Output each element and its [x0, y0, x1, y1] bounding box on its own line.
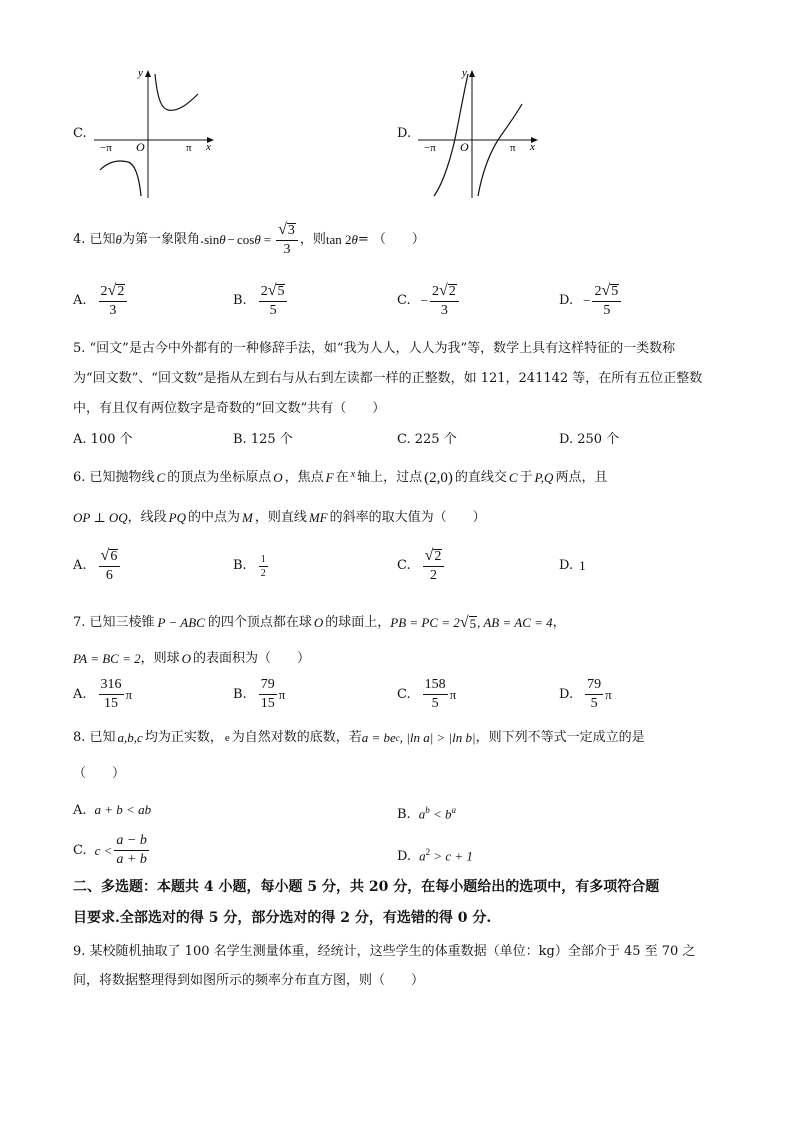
q4-option-d: D. − 2 √ 5 5	[559, 283, 623, 319]
q8-blank: （ ）	[73, 766, 126, 781]
q5-option-c: C. 225 个	[397, 432, 457, 447]
graph-d-x-label: x	[530, 141, 535, 153]
section-2-line-2: 目要求.全部选对的得 5 分，部分选对的得 2 分，有选错的得 0 分.	[73, 910, 492, 926]
q5-options	[73, 431, 619, 449]
graph-d-neg-pi: −π	[424, 142, 436, 154]
q7-option-c: C. $\frac{158}{5}$ π	[397, 677, 457, 711]
q8-option-a: A. a + b < ab	[73, 802, 152, 818]
q4-sin: sin	[204, 232, 220, 247]
graph-c-neg-pi: −π	[100, 142, 112, 154]
q8-option-c: C. c < $\frac{a - b}{a + b}$	[73, 833, 147, 867]
q4-lead: 4. 已知	[73, 232, 116, 247]
graph-d-curve-left	[434, 74, 468, 196]
q7-option-a: A. $\frac{316}{15}$ π	[73, 677, 133, 711]
q4-frac: √ 3 3	[276, 222, 298, 258]
option-c-label: C.	[73, 126, 87, 141]
graph-d-y-arrow	[469, 70, 475, 77]
q6-option-a: A. √ 6 6	[73, 548, 233, 584]
q5-line-1: 5. “回文”是古今中外都有的一种修辞手法，如“我为人人，人人为我”等，数学上具有这样特征的一类数称	[73, 341, 676, 356]
q5-option-a: A. 100 个	[73, 432, 133, 447]
q4-stem: 4. 已知 θ 为第一象限角. sin θ − cos θ = √ 3 3 ，则 tan 2 θ = （ ）	[73, 221, 425, 257]
q7-option-d: D. $\frac{79}{5}$ π	[559, 677, 612, 711]
q7-line-1: 7. 已知三棱锥 P − ABC 的四个顶点都在球 O 的球面上， PB = PC = 2 √ 5 , AB = AC = 4 ，	[73, 614, 566, 631]
q6-option-b: B. $\frac{1}{2}$	[233, 553, 266, 579]
q9-line-2: 间，将数据整理得到如图所示的频率分布直方图，则（ ）	[73, 973, 425, 988]
graph-c-y-label: y	[138, 67, 143, 79]
q8-option-b: B. $a^b < b^a$	[397, 805, 456, 823]
graph-c-y-arrow	[145, 70, 151, 77]
q5-option-d: D. 250 个	[559, 432, 620, 447]
q5-line-2: 为“回文数”、“回文数”是指从左到右与从右到左读都一样的正整数，如 121，241142 等，在所有五位正整数	[73, 371, 703, 386]
q8-option-d: D. $a^2 > c + 1$	[397, 847, 473, 865]
graph-d-y-label: y	[462, 67, 467, 79]
section-2-line-1: 二、多选题：本题共 4 小题，每小题 5 分，共 20 分，在每小题给出的选项中，有多项符合题	[73, 879, 660, 895]
graph-c	[90, 64, 220, 204]
q5-option-b: B. 125 个	[233, 432, 293, 447]
q4-option-a: A. 2 √ 2 3	[73, 283, 233, 319]
graph-c-curve-left	[100, 161, 141, 196]
q4-tan: tan 2	[325, 232, 352, 247]
graph-d-pi: π	[510, 142, 516, 154]
graph-c-origin: O	[136, 140, 145, 154]
q7-options	[73, 677, 612, 712]
graph-d-origin: O	[460, 140, 469, 154]
q4-option-c: C. − 2 √ 2 3	[397, 283, 559, 319]
graph-c-x-label: x	[206, 141, 211, 153]
q6-line-2: OP ⊥ OQ ，线段 PQ 的中点为 M ，则直线 MF 的斜率的取大值为（ ）	[73, 510, 486, 525]
q4-options	[73, 283, 753, 319]
q7-option-b: B. $\frac{79}{15}$ π	[233, 677, 286, 711]
q6-options	[73, 548, 586, 584]
q4-cos: cos	[236, 232, 255, 247]
q6-option-d: D. 1	[559, 558, 586, 573]
graph-c-curve-right	[155, 74, 198, 110]
q4-theta: θ	[115, 232, 122, 247]
graph-c-pi: π	[186, 142, 192, 154]
q7-line-2: PA = BC = 2 ，则球 O 的表面积为（ ）	[73, 651, 311, 666]
q5-line-3: 中，有且仅有两位数字是奇数的“回文数”共有（ ）	[73, 401, 386, 416]
graph-d	[414, 64, 544, 204]
q8-line-1: 8. 已知 a,b,c 均为正实数， e 为自然对数的底数，若 a = be c , |ln a| > |ln b| ，则下列不等式一定成立的是	[73, 730, 645, 745]
q4-option-b: B. 2 √ 5 5	[233, 283, 397, 319]
option-d-label: D.	[397, 126, 412, 141]
q4-mid: 为第一象限角.	[121, 232, 205, 247]
q6-line-1: 6. 已知抛物线 C 的顶点为坐标原点 O ，焦点 F 在 x 轴上，过点 (2,0) 的直线交 C 于 P,Q 两点，且	[73, 469, 608, 486]
q6-option-c: C. √ 2 2	[397, 548, 559, 584]
q9-line-1: 9. 某校随机抽取了 100 名学生测量体重，经统计，这些学生的体重数据（单位：kg）全部介于 45 至 70 之	[73, 944, 696, 959]
